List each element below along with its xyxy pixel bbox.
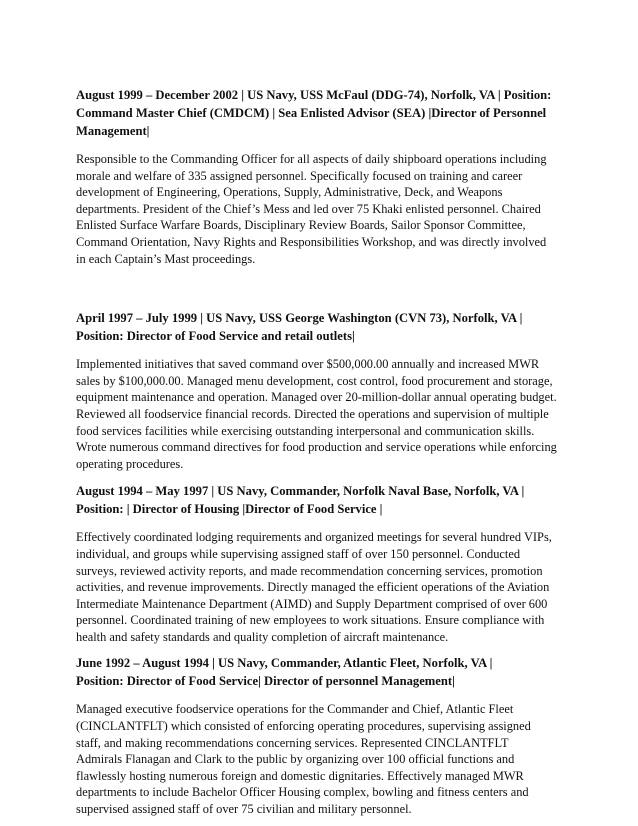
description-line: sales by $100,000.00. Managed menu development, cost control, food procurement and storage, [76, 373, 553, 388]
description-line: Managed executive foodservice operations for the Commander and Chief, Atlantic Fleet [76, 702, 514, 717]
description-line: Command Orientation, Navy Rights and Responsibilities Workshop, and was directly involved [76, 234, 547, 249]
description-line: departments. President of the Chief’s Mess and led over 75 Khaki enlisted personnel. Chaired [76, 201, 541, 216]
experience-entry-1 [76, 86, 568, 267]
entry-heading [76, 654, 568, 690]
entry-description [76, 356, 568, 472]
description-line: supervised assigned staff of over 75 civilian and military personnel. [76, 802, 412, 817]
description-line: operating procedures. [76, 456, 184, 471]
heading-line: June 1992 – August 1994 | US Navy, Commander, Atlantic Fleet, Norfolk, VA | [76, 656, 493, 671]
description-line: food services facilities while exercising outstanding interpersonal and communication skills. [76, 423, 535, 438]
description-line: development of Engineering, Operations, Supply, Administrative, Deck, and Weapons [76, 185, 503, 200]
description-line: surveys, reviewed activity reports, and made recommendation concerning services, promotion [76, 563, 543, 578]
description-line: Implemented initiatives that saved command over $500,000.00 annually and increased MWR [76, 357, 540, 372]
experience-entry-3 [76, 482, 568, 645]
heading-line: Command Master Chief (CMDCM) | Sea Enlisted Advisor (SEA) |Director of Personnel [76, 106, 547, 120]
description-line: flawlessly hosting numerous foreign and domestic dignitaries. Effectively managed MWR [76, 768, 524, 783]
description-line: staff, and making recommendations concerning services. Represented CINCLANTFLT [76, 735, 509, 750]
heading-line: August 1999 – December 2002 | US Navy, USS McFaul (DDG-74), Norfolk, VA | Position: [76, 88, 552, 102]
description-line: departments to include Bachelor Officer Housing complex, bowling and fitness centers and [76, 785, 529, 800]
description-line: individual, and groups while supervising assigned staff of over 150 personnel. Conducted [76, 546, 521, 561]
description-line: morale and welfare of 335 assigned personnel. Specifically focused on training and career [76, 168, 523, 183]
entry-heading [76, 482, 568, 518]
description-line: (CINCLANTFLT) which consisted of enforcing operating procedures, supervising assigned [76, 719, 531, 734]
entry-description [76, 529, 568, 645]
description-line: in each Captain’s Mast proceedings. [76, 251, 256, 266]
entry-description [76, 151, 568, 267]
entry-description [76, 701, 568, 817]
entry-heading [76, 86, 568, 140]
description-line: Effectively coordinated lodging requirements and organized meetings for several hundred VIPs, [76, 530, 552, 545]
resume-page [76, 86, 568, 818]
experience-entry-4 [76, 654, 568, 817]
heading-line: Position: Director of Food Service| Director of personnel Management| [76, 674, 455, 689]
heading-line: Position: | Director of Housing |Director of Food Service | [76, 502, 383, 517]
description-line: Responsible to the Commanding Officer for all aspects of daily shipboard operations including [76, 152, 547, 166]
description-line: Reviewed all foodservice financial records. Directed the operations and supervision of multiple [76, 406, 549, 421]
description-line: Wrote numerous command directives for food production and service operations while enforcing [76, 440, 557, 455]
heading-line: Management| [76, 124, 150, 138]
description-line: Intermediate Maintenance Department (AIMD) and Supply Department comprised of over 600 [76, 596, 548, 611]
heading-line: April 1997 – July 1999 | US Navy, USS George Washington (CVN 73), Norfolk, VA | [76, 311, 523, 326]
description-line: activities, and revenue improvements. Directly managed the efficient operations of the Aviation [76, 580, 550, 595]
experience-entry-2 [76, 309, 568, 472]
entry-heading [76, 309, 568, 345]
description-line: equipment maintenance and operation. Managed over 20-million-dollar annual operating budget. [76, 390, 557, 405]
heading-line: Position: Director of Food Service and retail outlets| [76, 329, 355, 344]
heading-line: August 1994 – May 1997 | US Navy, Commander, Norfolk Naval Base, Norfolk, VA | [76, 484, 525, 499]
description-line: health and safety standards and quality completion of aircraft maintenance. [76, 629, 449, 644]
description-line: Enlisted Surface Warfare Boards, Disciplinary Review Boards, Sailor Sponsor Committee, [76, 218, 526, 233]
description-line: Admirals Flanagan and Clark to the public by organizing over 100 official functions and [76, 752, 515, 767]
description-line: personnel. Coordinated training of new employees to work situations. Ensure compliance with [76, 613, 545, 628]
